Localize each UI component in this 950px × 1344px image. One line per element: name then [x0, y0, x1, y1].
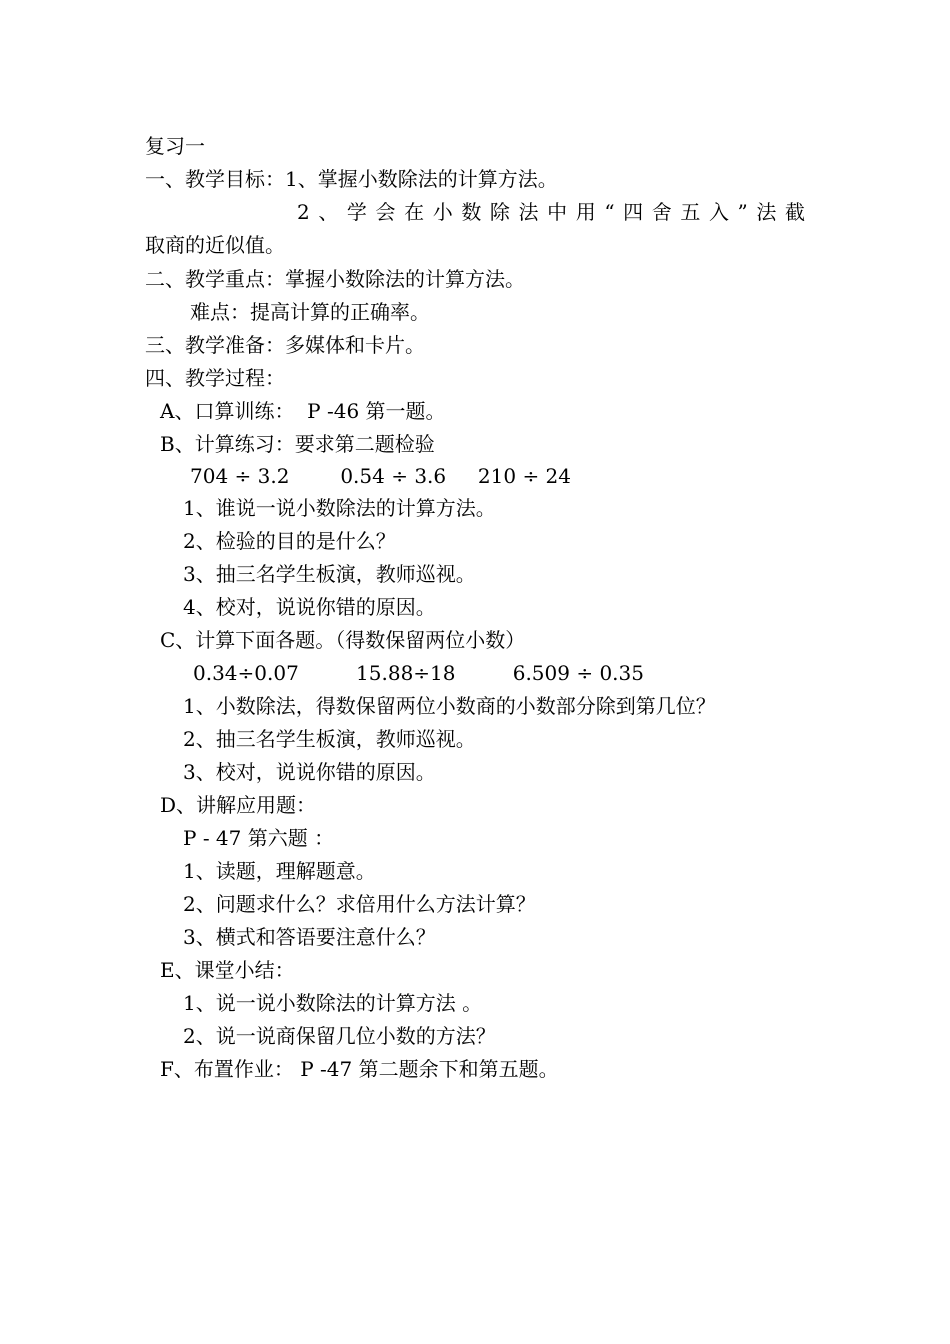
document-title: 复习一	[145, 134, 205, 158]
section-e-item-2: 2、说一说商保留几位小数的方法？	[183, 1024, 496, 1048]
key-point-line: 二、教学重点：掌握小数除法的计算方法。	[145, 267, 525, 291]
section-d-item-3: 3、横式和答语要注意什么？	[183, 925, 436, 949]
section-b-item-1: 1、谁说一说小数除法的计算方法。	[183, 496, 496, 520]
process-heading: 四、教学过程：	[145, 366, 285, 390]
difficulty-line: 难点：提高计算的正确率。	[190, 300, 430, 324]
section-f: F、布置作业： P -47 第二题余下和第五题。	[160, 1057, 559, 1081]
objectives-line-2: 2、学会在小数除法中用“四舍五入”法截	[297, 200, 805, 224]
section-b-expressions: 704 ÷ 3.2 0.54 ÷ 3.6 210 ÷ 24	[190, 464, 572, 488]
section-d: D、讲解应用题：	[160, 793, 317, 817]
objectives-line-3: 取商的近似值。	[145, 233, 285, 257]
section-c-item-1: 1、小数除法，得数保留两位小数商的小数部分除到第几位？	[183, 694, 716, 718]
objectives-line-1: 一、教学目标：1、掌握小数除法的计算方法。	[145, 167, 558, 191]
section-c-item-2: 2、抽三名学生板演，教师巡视。	[183, 727, 476, 751]
section-c-expressions: 0.34÷0.07 15.88÷18 6.509 ÷ 0.35	[193, 661, 644, 685]
section-b-item-3: 3、抽三名学生板演，教师巡视。	[183, 562, 476, 586]
preparation-line: 三、教学准备：多媒体和卡片。	[145, 333, 425, 357]
section-d-reference: P - 47 第六题 ：	[183, 826, 335, 850]
section-e: E、课堂小结：	[160, 958, 295, 982]
section-b-item-4: 4、校对，说说你错的原因。	[183, 595, 436, 619]
section-d-item-1: 1、读题，理解题意。	[183, 859, 376, 883]
section-e-item-1: 1、说一说小数除法的计算方法 。	[183, 991, 483, 1015]
section-a: A、口算训练： P -46 第一题。	[160, 399, 446, 423]
section-b: B、计算练习：要求第二题检验	[160, 432, 435, 456]
section-b-item-2: 2、检验的目的是什么？	[183, 529, 396, 553]
section-d-item-2: 2、问题求什么？求倍用什么方法计算？	[183, 892, 536, 916]
section-c-item-3: 3、校对，说说你错的原因。	[183, 760, 436, 784]
section-c: C、计算下面各题。（得数保留两位小数）	[160, 628, 526, 652]
